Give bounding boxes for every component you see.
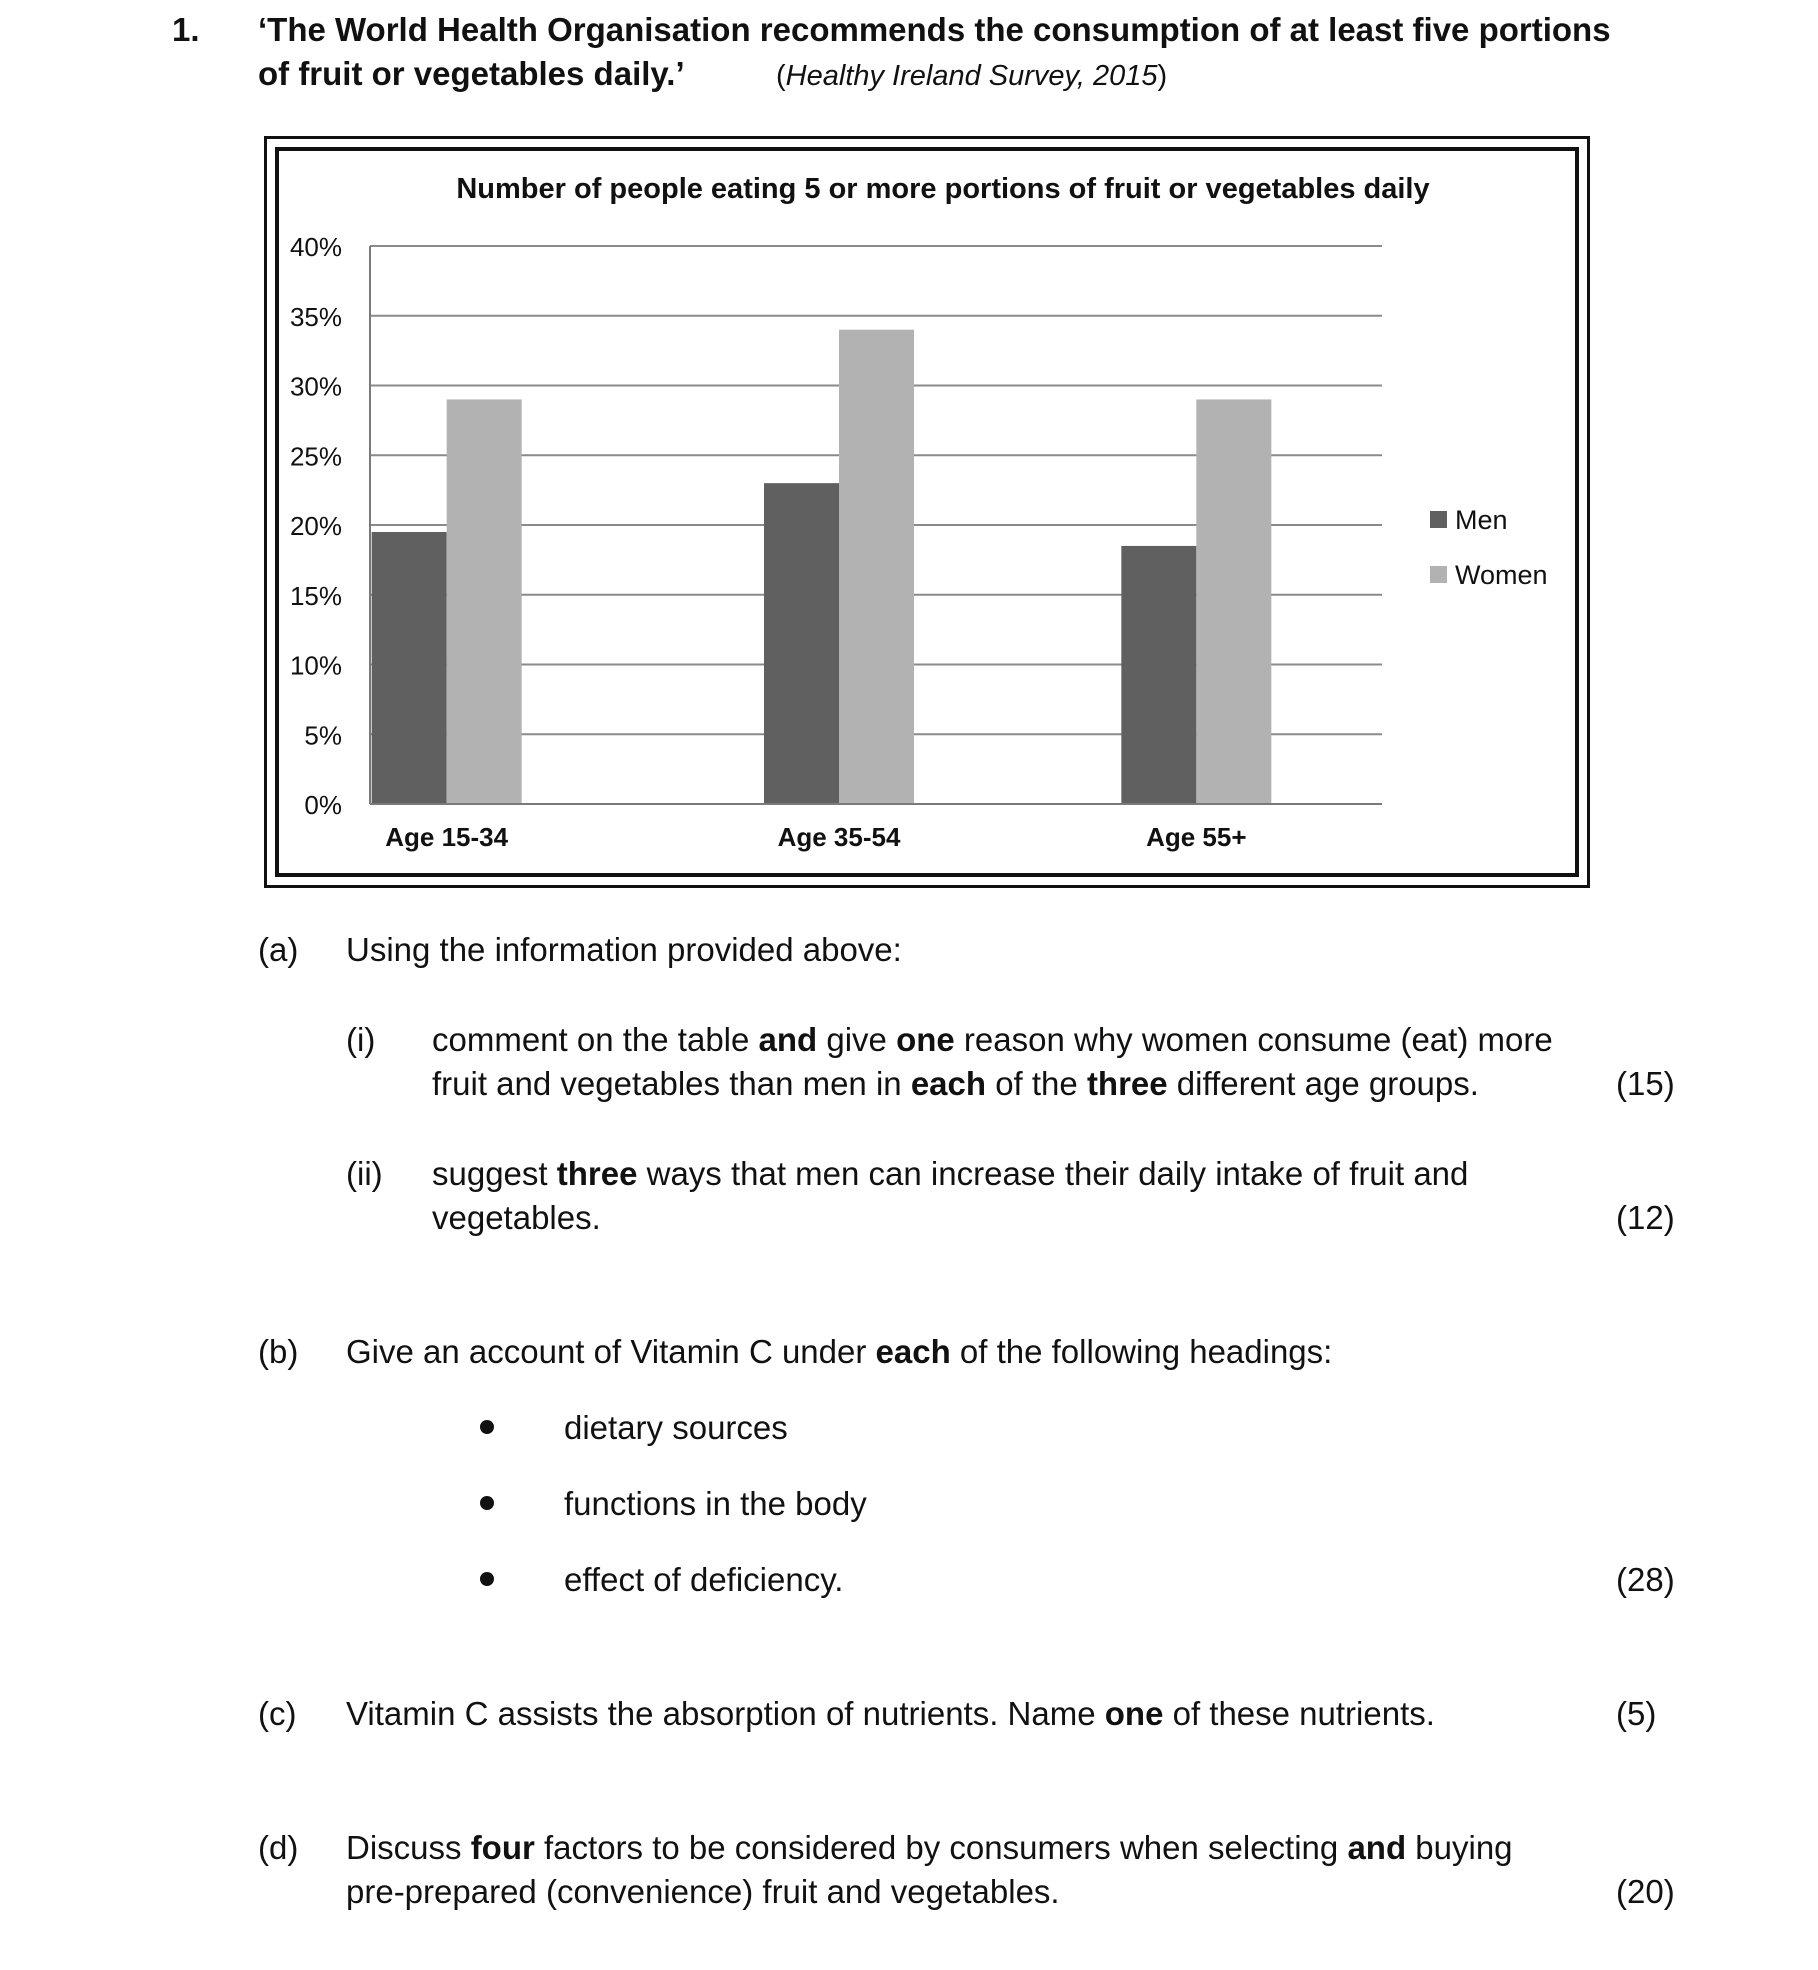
- part-d-line1: [346, 1826, 1513, 1870]
- text-run: give: [817, 1021, 897, 1058]
- y-tick-label: 35%: [289, 301, 342, 332]
- text-run: reason why women consume (eat) more: [954, 1021, 1553, 1058]
- text-run: ways that men can increase their daily intake of fruit and: [637, 1155, 1469, 1192]
- chart-bars: [372, 330, 1272, 804]
- part-d-line2: pre-prepared (convenience) fruit and vegetables.: [346, 1873, 1060, 1910]
- chart-title: Number of people eating 5 or more portions of fruit or vegetables daily: [456, 173, 1430, 205]
- bullet-icon: [480, 1496, 494, 1510]
- part-b-bullet-3: effect of deficiency.: [564, 1561, 844, 1598]
- part-a-label: (a): [258, 931, 299, 968]
- bar-men-3: [1121, 546, 1196, 804]
- bold-run: three: [1086, 1065, 1168, 1102]
- bold-run: and: [758, 1021, 818, 1058]
- part-a-intro: Using the information provided above:: [346, 931, 902, 968]
- text-run: of the: [986, 1065, 1087, 1102]
- part-a-i-line2: [432, 1062, 1479, 1106]
- text-run: Discuss: [346, 1829, 471, 1866]
- question-quote-line1: ‘The World Health Organisation recommends the consumption of at least five portions: [258, 11, 1611, 48]
- bullet-icon: [480, 1572, 494, 1586]
- text-run: Give an account of Vitamin C under: [346, 1333, 876, 1370]
- part-d-label: (d): [258, 1829, 299, 1866]
- bold-run: four: [470, 1829, 535, 1866]
- part-a-i-line1: [432, 1018, 1553, 1062]
- bar-women-3: [1196, 399, 1271, 804]
- bold-run: and: [1347, 1829, 1407, 1866]
- part-a-ii-line1: [432, 1152, 1468, 1196]
- part-c-marks: (5): [1616, 1695, 1657, 1732]
- part-b-bullet-2: functions in the body: [564, 1485, 867, 1522]
- text-run: factors to be considered by consumers when selecting: [534, 1829, 1348, 1866]
- legend-swatch-women: [1430, 566, 1447, 583]
- question-number: 1.: [172, 11, 200, 48]
- y-tick-label: 0%: [304, 790, 342, 820]
- bold-run: three: [556, 1155, 638, 1192]
- bold-run: each: [875, 1333, 951, 1370]
- part-b-marks: (28): [1616, 1561, 1675, 1598]
- legend-label-men: Men: [1455, 505, 1508, 535]
- part-a-i-label: (i): [346, 1021, 376, 1058]
- y-tick-label: 10%: [289, 650, 342, 681]
- bold-run: one: [896, 1021, 955, 1058]
- citation-open: (: [776, 60, 786, 92]
- bar-women-1: [447, 399, 522, 804]
- text-run: of the following headings:: [950, 1333, 1333, 1370]
- part-a-ii-marks: (12): [1616, 1199, 1675, 1236]
- bullet-icon: [480, 1420, 494, 1434]
- bar-women-2: [839, 330, 914, 804]
- y-tick-label: 25%: [289, 441, 342, 472]
- y-tick-label: 30%: [289, 371, 342, 402]
- x-tick-label: Age 55+: [1146, 822, 1247, 852]
- text-run: of these nutrients.: [1163, 1695, 1435, 1732]
- part-a-ii-line2: vegetables.: [432, 1199, 601, 1236]
- part-a-i-marks: (15): [1616, 1065, 1675, 1102]
- bar-men-1: [372, 532, 447, 804]
- part-b-line: [346, 1330, 1332, 1374]
- y-tick-label: 15%: [289, 580, 342, 611]
- y-tick-label: 5%: [304, 720, 342, 751]
- y-tick-label: 40%: [289, 232, 342, 262]
- bar-men-2: [764, 483, 839, 804]
- text-run: suggest: [432, 1155, 557, 1192]
- part-c-label: (c): [258, 1695, 297, 1732]
- text-run: comment on the table: [432, 1021, 759, 1058]
- bold-run: each: [910, 1065, 987, 1102]
- y-tick-label: 20%: [289, 511, 342, 541]
- part-a-ii-label: (ii): [346, 1155, 383, 1192]
- text-run: Vitamin C assists the absorption of nutrients. Name: [346, 1695, 1105, 1732]
- x-tick-label: Age 35-54: [777, 822, 901, 852]
- legend-label-women: Women: [1455, 560, 1548, 590]
- part-b-bullet-1: dietary sources: [564, 1409, 788, 1446]
- question-quote-line2: of fruit or vegetables daily.’: [258, 55, 685, 92]
- bold-run: one: [1104, 1695, 1164, 1732]
- text-run: buying: [1406, 1829, 1513, 1866]
- citation-text: Healthy Ireland Survey, 2015: [785, 60, 1158, 92]
- part-b-label: (b): [258, 1333, 299, 1370]
- chart-legend: [1430, 505, 1548, 590]
- part-d-marks: (20): [1616, 1873, 1675, 1910]
- x-tick-label: Age 15-34: [385, 822, 509, 852]
- legend-swatch-men: [1430, 511, 1447, 528]
- text-run: different age groups.: [1167, 1065, 1479, 1102]
- text-run: fruit and vegetables than men in: [432, 1065, 911, 1102]
- citation-close: ): [1157, 60, 1168, 92]
- part-c-line: [346, 1692, 1435, 1736]
